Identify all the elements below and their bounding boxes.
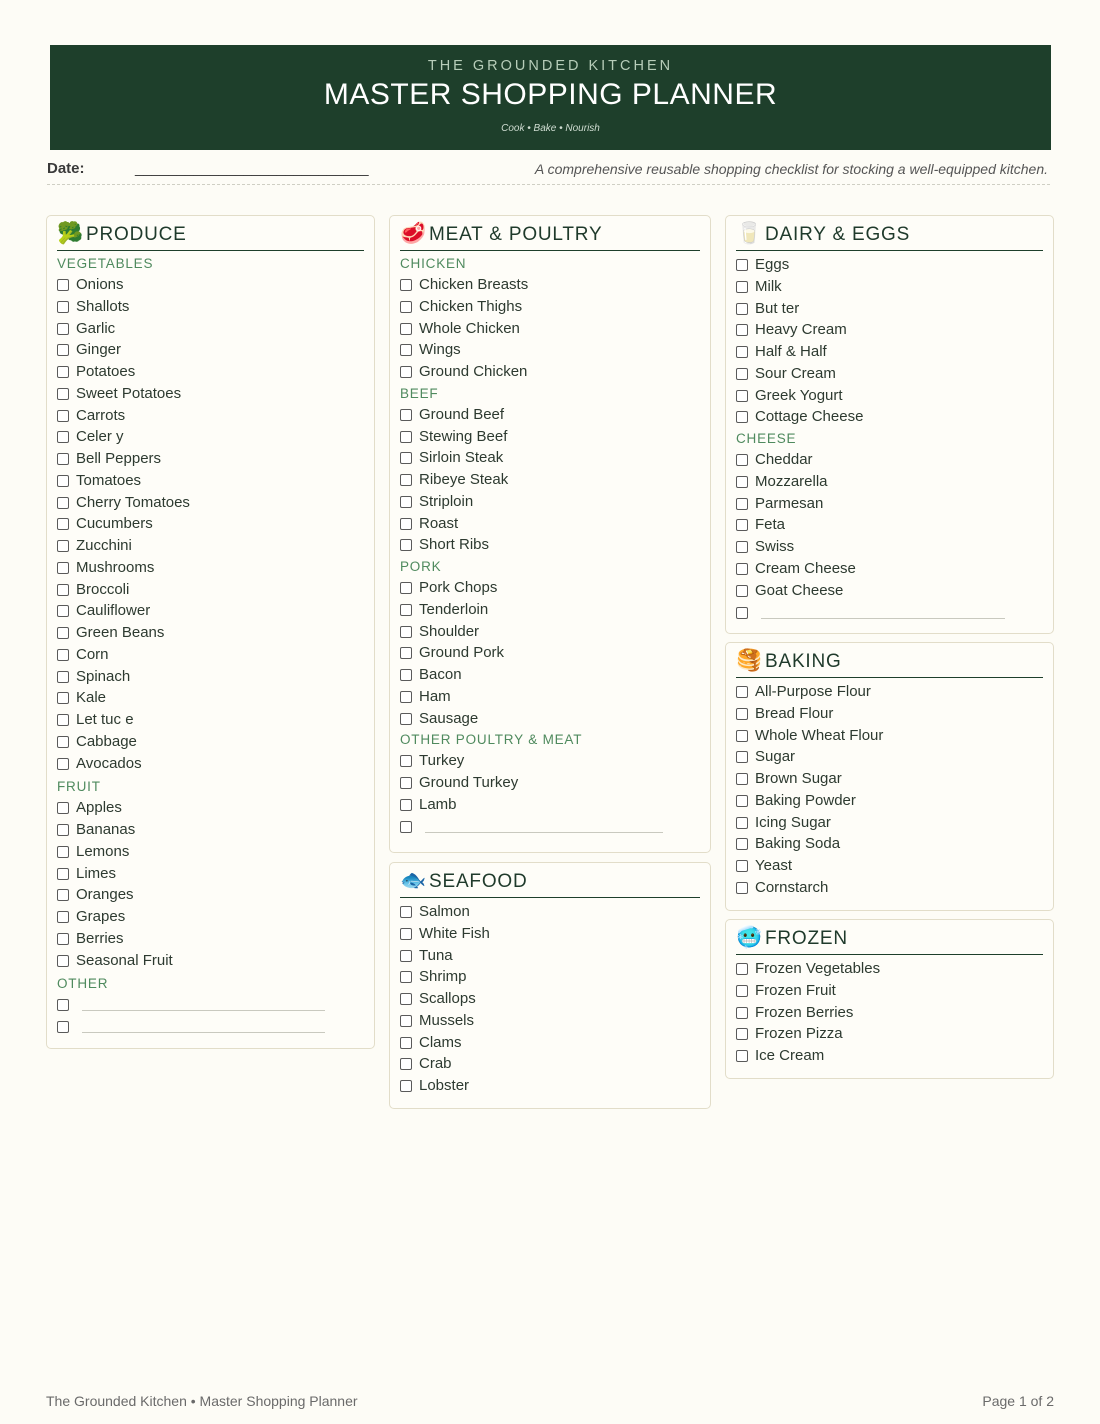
- item-label: Brown Sugar: [755, 770, 842, 787]
- item-label: Baking Soda: [755, 835, 841, 853]
- item-label: Garlic: [76, 319, 116, 337]
- checkbox[interactable]: [736, 498, 748, 510]
- item-label: But ter: [755, 299, 800, 317]
- checkbox[interactable]: [57, 955, 69, 967]
- category-label: OTHER: [57, 976, 109, 992]
- fish-icon: 🐟: [400, 869, 427, 892]
- item-label: Feta: [755, 516, 786, 534]
- frozen-card: [725, 919, 1054, 1079]
- item-label: Baking Powder: [755, 791, 856, 809]
- checkbox[interactable]: [57, 802, 69, 814]
- checkbox[interactable]: [400, 691, 412, 703]
- checkbox[interactable]: [400, 1037, 412, 1049]
- item-label: Cream Cheese: [755, 559, 856, 577]
- checkbox[interactable]: [736, 541, 748, 553]
- checkbox[interactable]: [400, 799, 412, 811]
- category-label: CHEESE: [736, 431, 797, 446]
- item-label: Cheddar: [755, 451, 813, 468]
- checkbox[interactable]: [400, 582, 412, 594]
- date-field[interactable]: ____________________________: [135, 160, 369, 177]
- page-title: MASTER SHOPPING PLANNER: [323, 78, 778, 111]
- item-label: Bananas: [76, 821, 136, 838]
- item-label: Turkey: [419, 752, 465, 770]
- checkbox[interactable]: [57, 410, 69, 422]
- checkbox[interactable]: [736, 454, 748, 466]
- checkbox[interactable]: [736, 963, 748, 975]
- card-header: [400, 220, 700, 251]
- item-label: Stewing Beef: [419, 427, 508, 445]
- item-label: Tomatoes: [76, 471, 142, 489]
- checkbox[interactable]: [736, 838, 748, 850]
- item-label: Goat Cheese: [755, 581, 844, 599]
- category-label: PORK: [400, 559, 442, 574]
- checkbox[interactable]: [400, 906, 412, 918]
- item-label: Kale: [76, 689, 107, 707]
- item-label: Apples: [76, 799, 122, 817]
- item-label: Short Ribs: [419, 536, 490, 554]
- checkbox[interactable]: [57, 868, 69, 880]
- item-label: Zucchini: [76, 537, 132, 554]
- section-title: BAKING: [765, 651, 842, 672]
- item-label: Heavy Cream: [755, 321, 847, 339]
- item-label: Grapes: [76, 908, 126, 925]
- item-label: Clams: [419, 1033, 462, 1051]
- checkbox[interactable]: [57, 584, 69, 596]
- item-label: Tenderloin: [419, 600, 489, 618]
- item-label: Carrots: [76, 406, 126, 424]
- item-label: All-Purpose Flour: [755, 683, 871, 700]
- checkbox[interactable]: [400, 971, 412, 983]
- checkbox[interactable]: [400, 539, 412, 551]
- item-label: Ground Pork: [419, 644, 505, 662]
- checkbox[interactable]: [57, 671, 69, 683]
- item-label: Ice Cream: [755, 1047, 825, 1064]
- checkbox[interactable]: [736, 1028, 748, 1040]
- write-in-line[interactable]: [761, 618, 1005, 619]
- checkbox[interactable]: [736, 476, 748, 488]
- checkbox[interactable]: [57, 301, 69, 313]
- category-label: CHICKEN: [400, 256, 467, 271]
- item-label: Yeast: [755, 857, 792, 874]
- item-label: Green Beans: [76, 624, 165, 641]
- item-label: Milk: [755, 277, 782, 295]
- checkbox[interactable]: [736, 1007, 748, 1019]
- checkbox[interactable]: [736, 1050, 748, 1062]
- item-label: Half & Half: [755, 343, 827, 360]
- category-label: FRUIT: [57, 779, 101, 795]
- card-header: [736, 220, 1043, 251]
- item-label: Bread Flour: [755, 704, 834, 722]
- baking-card: [725, 642, 1054, 911]
- checkbox[interactable]: [57, 933, 69, 945]
- item-label: Chicken Breasts: [419, 276, 529, 293]
- checkbox[interactable]: [400, 301, 412, 313]
- checkbox[interactable]: [736, 708, 748, 720]
- category-label: VEGETABLES: [57, 256, 154, 271]
- checkbox[interactable]: [57, 758, 69, 770]
- checkbox[interactable]: [736, 751, 748, 763]
- item-label: Cucumbers: [76, 515, 153, 533]
- item-label: Frozen Vegetables: [755, 960, 881, 977]
- checkbox[interactable]: [736, 882, 748, 894]
- checkbox[interactable]: [736, 860, 748, 872]
- section-title: DAIRY & EGGS: [765, 224, 911, 245]
- item-label: Shrimp: [419, 968, 467, 986]
- planner-description: A comprehensive reusable shopping checklist for stocking a well-equipped kitchen.: [534, 161, 1048, 177]
- item-label: Mozzarella: [755, 472, 828, 490]
- item-label: Limes: [76, 864, 117, 882]
- checkbox[interactable]: [736, 519, 748, 531]
- checkbox[interactable]: [736, 585, 748, 597]
- item-label: Shallots: [76, 297, 130, 315]
- item-label: Frozen Berries: [755, 1003, 854, 1021]
- item-label: Swiss: [755, 538, 795, 555]
- checkbox[interactable]: [57, 279, 69, 291]
- item-label: Lobster: [419, 1077, 470, 1094]
- item-label: Let tuc e: [76, 711, 134, 728]
- checkbox[interactable]: [736, 795, 748, 807]
- item-label: Scallops: [419, 990, 476, 1007]
- item-label: Sirloin Steak: [419, 449, 504, 467]
- item-label: Eggs: [755, 256, 790, 273]
- item-label: Mushrooms: [76, 558, 155, 576]
- brand-name: THE GROUNDED KITCHEN: [427, 58, 674, 74]
- checkbox[interactable]: [736, 346, 748, 358]
- card-header: [400, 867, 700, 898]
- checkbox[interactable]: [736, 563, 748, 575]
- dairy-eggs-card: [725, 215, 1054, 634]
- category-label: OTHER POULTRY & MEAT: [400, 732, 583, 748]
- checkbox[interactable]: [400, 928, 412, 940]
- write-in-line[interactable]: [82, 1010, 325, 1011]
- checkbox[interactable]: [400, 647, 412, 659]
- checkbox[interactable]: [400, 950, 412, 962]
- item-label: Pork Chops: [419, 579, 498, 596]
- write-in-line[interactable]: [425, 832, 663, 833]
- section-title: SEAFOOD: [429, 871, 528, 892]
- checkbox[interactable]: [57, 627, 69, 639]
- item-label: Ground Turkey: [419, 774, 519, 791]
- write-in-line[interactable]: [82, 1032, 325, 1033]
- checkbox[interactable]: [400, 1058, 412, 1070]
- item-label: Lamb: [419, 795, 457, 813]
- checkbox[interactable]: [736, 607, 748, 619]
- checkbox[interactable]: [736, 324, 748, 336]
- checkbox[interactable]: [57, 824, 69, 836]
- checkbox[interactable]: [57, 518, 69, 530]
- item-label: Greek Yogurt: [755, 386, 843, 404]
- item-label: Cottage Cheese: [755, 408, 864, 426]
- item-label: Whole Chicken: [419, 319, 520, 337]
- checkbox[interactable]: [57, 911, 69, 923]
- checkbox[interactable]: [736, 817, 748, 829]
- item-label: Onions: [76, 276, 124, 293]
- checkbox[interactable]: [736, 281, 748, 293]
- checkbox[interactable]: [57, 323, 69, 335]
- checkbox[interactable]: [736, 773, 748, 785]
- pancakes-icon: 🥞: [736, 649, 763, 672]
- item-label: Celer y: [76, 428, 124, 446]
- item-label: Cherry Tomatoes: [76, 493, 190, 511]
- checkbox[interactable]: [57, 714, 69, 726]
- item-label: Sweet Potatoes: [76, 384, 182, 402]
- item-label: Crab: [419, 1055, 452, 1073]
- checkbox[interactable]: [400, 452, 412, 464]
- checkbox[interactable]: [57, 366, 69, 378]
- steak-icon: 🥩: [400, 222, 427, 245]
- checkbox[interactable]: [400, 279, 412, 291]
- checkbox[interactable]: [400, 409, 412, 421]
- section-title: MEAT & POULTRY: [429, 224, 603, 245]
- checkbox[interactable]: [57, 605, 69, 617]
- item-label: Oranges: [76, 886, 134, 904]
- item-label: Sausage: [419, 709, 479, 727]
- checkbox[interactable]: [736, 985, 748, 997]
- item-label: Icing Sugar: [755, 813, 831, 831]
- checkbox[interactable]: [400, 496, 412, 508]
- checkbox[interactable]: [400, 1015, 412, 1027]
- item-label: Frozen Fruit: [755, 981, 836, 999]
- item-label: Parmesan: [755, 494, 824, 512]
- item-label: White Fish: [419, 924, 490, 942]
- checkbox[interactable]: [400, 669, 412, 681]
- item-label: Potatoes: [76, 363, 136, 380]
- checkbox[interactable]: [57, 431, 69, 443]
- item-label: Seasonal Fruit: [76, 951, 173, 969]
- item-label: Bacon: [419, 666, 462, 683]
- meat-poultry-card: [389, 215, 711, 853]
- checkbox[interactable]: [57, 388, 69, 400]
- tagline: Cook • Bake • Nourish: [501, 123, 600, 134]
- item-label: Roast: [419, 514, 459, 532]
- card-header: [736, 647, 1043, 678]
- item-label: Shoulder: [419, 622, 480, 640]
- item-label: Striploin: [419, 492, 474, 510]
- seafood-card: [389, 862, 711, 1109]
- item-label: Cabbage: [76, 732, 137, 750]
- checkbox[interactable]: [400, 604, 412, 616]
- checkbox[interactable]: [57, 562, 69, 574]
- checkbox[interactable]: [57, 453, 69, 465]
- item-label: Wings: [419, 341, 461, 359]
- cold-face-icon: 🥶: [736, 926, 763, 949]
- item-label: Berries: [76, 929, 124, 947]
- item-label: Frozen Pizza: [755, 1025, 843, 1043]
- checkbox[interactable]: [57, 846, 69, 858]
- checkbox[interactable]: [736, 390, 748, 402]
- checkbox[interactable]: [400, 777, 412, 789]
- checkbox[interactable]: [400, 993, 412, 1005]
- item-label: Ham: [419, 687, 451, 705]
- item-label: Sour Cream: [755, 364, 836, 382]
- item-label: Tuna: [419, 946, 453, 964]
- produce-card: [46, 215, 375, 1049]
- item-label: Lemons: [76, 842, 130, 860]
- date-label: Date:: [47, 160, 85, 177]
- item-label: Cauliflower: [76, 602, 151, 620]
- item-label: Ribeye Steak: [419, 471, 509, 488]
- milk-icon: 🥛: [736, 222, 763, 245]
- checkbox[interactable]: [57, 736, 69, 748]
- checkbox[interactable]: [400, 431, 412, 443]
- checkbox[interactable]: [736, 368, 748, 380]
- checkbox[interactable]: [400, 626, 412, 638]
- item-label: Broccoli: [76, 580, 130, 598]
- checkbox[interactable]: [736, 686, 748, 698]
- checkbox[interactable]: [57, 497, 69, 509]
- checkbox[interactable]: [400, 323, 412, 335]
- checkbox[interactable]: [400, 755, 412, 767]
- card-header: [736, 924, 1043, 955]
- page-number: Page 1 of 2: [982, 1393, 1054, 1409]
- section-title: PRODUCE: [86, 224, 187, 245]
- header-banner: [50, 45, 1051, 150]
- checkbox[interactable]: [57, 475, 69, 487]
- item-label: Sugar: [755, 748, 796, 766]
- checkbox[interactable]: [736, 259, 748, 271]
- checkbox[interactable]: [400, 474, 412, 486]
- item-label: Corn: [76, 645, 109, 663]
- checkbox[interactable]: [400, 821, 412, 833]
- item-label: Chicken Thighs: [419, 297, 523, 315]
- checkbox[interactable]: [57, 692, 69, 704]
- checkbox[interactable]: [57, 540, 69, 552]
- item-label: Mussels: [419, 1011, 475, 1029]
- section-title: FROZEN: [765, 928, 848, 949]
- checkbox[interactable]: [57, 344, 69, 356]
- item-label: Cornstarch: [755, 878, 829, 896]
- item-label: Whole Wheat Flour: [755, 726, 884, 744]
- checkbox[interactable]: [400, 518, 412, 530]
- checkbox[interactable]: [57, 1021, 69, 1033]
- checkbox[interactable]: [400, 713, 412, 725]
- item-label: Ground Chicken: [419, 363, 528, 380]
- date-row: [47, 158, 1050, 185]
- card-header: [57, 220, 364, 251]
- item-label: Bell Peppers: [76, 450, 162, 467]
- checkbox[interactable]: [736, 730, 748, 742]
- checkbox[interactable]: [57, 889, 69, 901]
- checkbox[interactable]: [57, 999, 69, 1011]
- checkbox[interactable]: [57, 649, 69, 661]
- item-label: Spinach: [76, 667, 131, 685]
- item-label: Salmon: [419, 903, 470, 920]
- broccoli-icon: 🥦: [57, 222, 84, 245]
- item-label: Ground Beef: [419, 405, 505, 423]
- checkbox[interactable]: [736, 303, 748, 315]
- checkbox[interactable]: [736, 411, 748, 423]
- footer-left: The Grounded Kitchen • Master Shopping Planner: [46, 1393, 358, 1409]
- checkbox[interactable]: [400, 344, 412, 356]
- checkbox[interactable]: [400, 1080, 412, 1092]
- checkbox[interactable]: [400, 366, 412, 378]
- item-label: Ginger: [76, 341, 122, 359]
- category-label: BEEF: [400, 385, 439, 401]
- item-label: Avocados: [76, 754, 142, 772]
